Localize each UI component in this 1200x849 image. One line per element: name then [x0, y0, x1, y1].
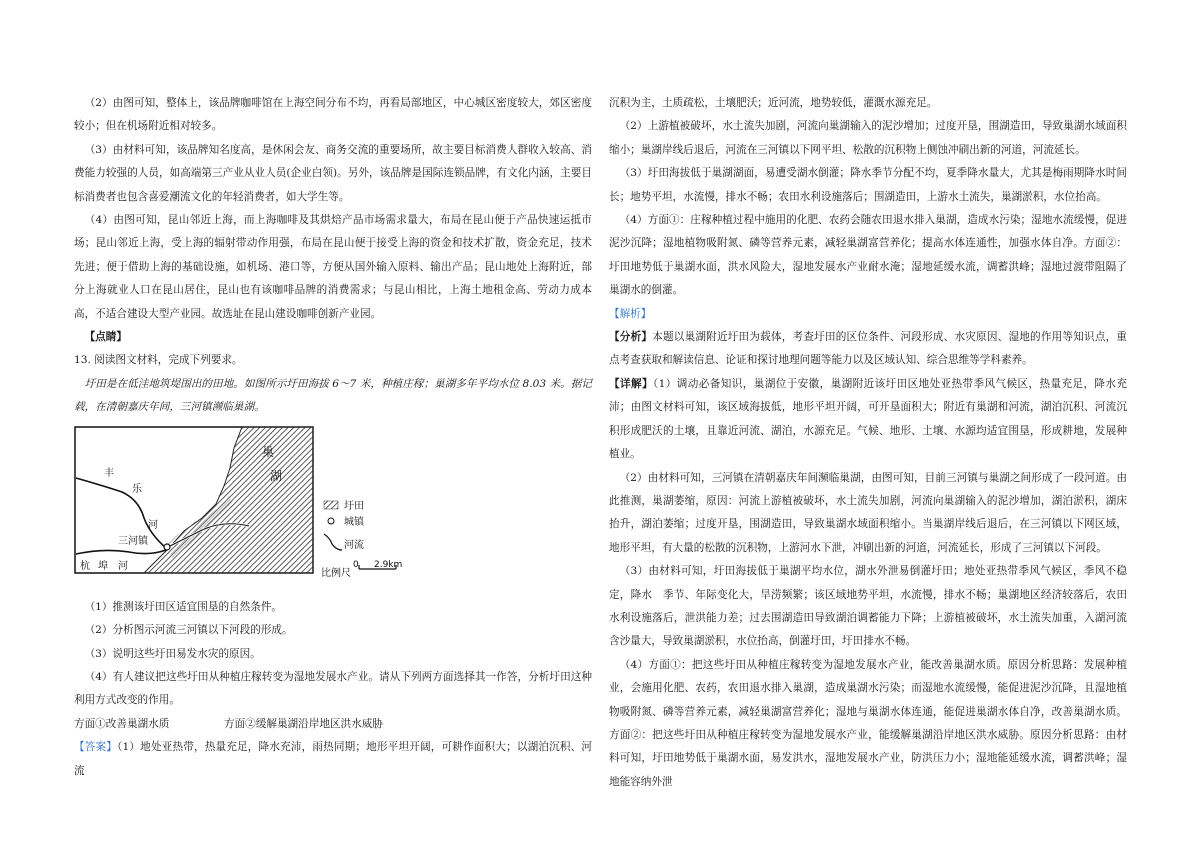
jiexi-heading: 【解析】 [609, 307, 652, 320]
answer-continued: 沉积为主，土质疏松，土壤肥沃；近河流，地势较低，灌溉水源充足。 [609, 97, 938, 109]
town-label: 三河镇 [118, 535, 148, 547]
question-13-material: 圩田是在低洼地筑堤围出的田地。如图所示圩田海拔 6～7 米，种植庄稼；巢湖多年平均水位 8.03 米。据记载，在清朝嘉庆年间，三河镇濒临巢湖。 [74, 377, 592, 414]
answer-text: （1）地处亚热带，热量充足，降水充沛，雨热同期；地形平坦开阔，可耕作面积大；以湖泊沉积、河流 [74, 741, 592, 777]
fenxi-tag: 【分析】 [609, 331, 653, 344]
options-row [74, 713, 592, 736]
option-1: 方面①改善巢湖水质 [74, 717, 170, 730]
hangbu-label-3: 河 [118, 560, 128, 572]
xiangjie-paragraph-3: （3）由材料可知，圩田海拔低于巢湖平均水位，湖水外泄易倒灌圩田；地处亚热带季风气候区，季风不稳定，降水 季节、年际变化大，旱涝频繁；该区域地势平坦，水流慢，排水不畅；巢湖地区经济较落后，农田水利设施落后，泄洪能力差；过去围湖造田导致湖泊调蓄能力下降；上游植被破坏，水土流失加重，入湖河流含沙量大，导致巢湖淤积，水位抬高，倒灌圩田，圩田排水不畅。 [609, 565, 1127, 648]
polder-map-figure [74, 426, 494, 582]
answer-part-2: （2）上游植被破坏，水土流失加剧，河流向巢湖输入的泥沙增加；过度开垦，围湖造田，导致巢湖水域面积缩小；巢湖岸线后退后，河流在三河镇以下网平坦、松散的沉积物上侧蚀冲刷出新的河道，河流延长。 [609, 120, 1127, 156]
dianjing-heading: 【点睛】 [84, 331, 127, 344]
legend-polder-icon [324, 501, 338, 509]
xiangjie-paragraph-1 [609, 373, 1127, 467]
scale-zero: 0 [353, 559, 359, 570]
fenxi-text: 本题以巢湖附近圩田为载体，考查圩田的区位条件、河段形成、水灾原因、湿地的作用等知识点，重点考查获取和解读信息、论证和探讨地理问题等能力以及区域认知、综合思维等学科素养。 [609, 331, 1127, 367]
sub-question-4: （4）有人建议把这些圩田从种植庄稼转变为湿地发展水产业。请从下列两方面选择其一作答，分析圩田这种利用方式改变的作用。 [74, 670, 592, 707]
fenxi-paragraph [609, 326, 1127, 373]
left-column [74, 92, 592, 783]
xiangjie-text-1: （1）调动必备知识，巢湖位于安徽，巢湖附近该圩田区地处亚热带季风气候区，热量充足，降水充沛；由图文材料可知，该区域海拔低，地形平坦开阔，可开垦面积大；附近有巢湖和河流，湖泊沉积、河流沉积形成肥沃的土壤，且靠近河流、湖泊，水源充足。气候、地形、土壤、水源均适宜围垦，形成耕地，发展种植业。 [609, 377, 1128, 461]
hangbu-label-2: 埠 [98, 560, 108, 572]
option-2: 方面②缓解巢湖沿岸地区洪水威胁 [224, 717, 383, 730]
legend-polder-label: 圩田 [344, 500, 364, 512]
xiangjie-paragraph-4: （4）方面①：把这些圩田从种植庄稼转变为湿地发展水产业，能改善巢湖水质。原因分析思路：发展种植业，会施用化肥、农药，农田退水排入巢湖，造成巢湖水污染；而湿地水流缓慢，能促进泥沙沉降，且湿地植物吸附氮、磷等营养元素，减轻巢湖富营养化；湿地与巢湖水体连通，能促进巢湖水体自净，改善巢湖水质。方面②：把这些圩田从种植庄稼转变为湿地发展水产业，能缓解巢湖沿岸地区洪水威胁。原因分析思路：由材料可知，圩田地势低于巢湖水面，易发洪水，湿地发展水产业，防洪压力小；湿地能延缓水流，调蓄洪峰；湿地能容纳外泄 [609, 658, 1127, 788]
legend-town-icon [328, 518, 334, 524]
question-13-title: 13. 阅读图文材料，完成下列要求。 [74, 354, 243, 367]
answer-paragraph-3: （3）由材料可知，该品牌知名度高，是休闲会友、商务交流的重要场所，故主要目标消费人群收入较高、消费能力较强的人员，如高端第三产业从业人员(企业白领)。另外，该品牌是国际连锁品牌，有文化内涵，主要目标消费者也包含喜爱潮流文化的年轻消费者，如大学生等。 [74, 143, 592, 203]
sub-question-2: （2）分析图示河流三河镇以下河段的形成。 [84, 624, 293, 637]
sub-question-1: （1）推测该圩田区适宜围垦的自然条件。 [84, 600, 283, 613]
polder-map [74, 426, 494, 582]
legend-river-label: 河流 [344, 539, 364, 551]
xiangjie-paragraph-2: （2）由材料可知，三河镇在清朝嘉庆年间濒临巢湖，由图可知，目前三河镇与巢湖之间形成了一段河道。由此推测，巢湖萎缩，原因：河流上游植被破坏，水土流失加剧，河流向巢湖输入的泥沙增加，湖泊淤积，湖床抬升，湖泊萎缩；过度开垦，围湖造田，导致巢湖水域面积缩小。当巢湖岸线后退后，在三河镇以下网区域，地形平坦，有大量的松散的沉积物，上游河水下泄，冲刷出新的河道，河流延长，形成了三河镇以下河段。 [609, 471, 1127, 554]
legend-town-label: 城镇 [344, 516, 364, 528]
sanhe-town-marker [164, 544, 170, 550]
answer-part-4: （4）方面①：庄稼种植过程中施用的化肥、农药会随农田退水排入巢湖，造成水污染；湿地水流缓慢，促进泥沙沉降；湿地植物吸附氮、磷等营养元素，减轻巢湖富营养化；提高水体连通性，加强水体自净。方面②：圩田地势低于巢湖水面，洪水风险大，湿地发展水产业耐水淹；湿地延缓水流，调蓄洪峰；湿地过渡带阻隔了巢湖水的倒灌。 [609, 214, 1127, 297]
answer-paragraph-4: （4）由图可知，昆山邻近上海，而上海咖啡及其烘焙产品市场需求量大，布局在昆山便于产品快速运抵市场；昆山邻近上海，受上海的辐射带动作用强，布局在昆山便于接受上海的资金和技术扩散，资金充足，技术先进；便于借助上海的基础设施，如机场、港口等，方便从国外输入原料、输出产品；昆山地处上海附近，部分上海就业人口在昆山居住，昆山也有该咖啡品牌的消费需求；与昆山相比，上海土地租金高、劳动力成本高，不适合建设大型产业园。故选址在昆山建设咖啡创新产业园。 [74, 214, 592, 320]
lake-label-1: 巢 [262, 444, 275, 459]
river-label-1: 丰 [104, 467, 114, 479]
legend-river-icon [324, 534, 342, 550]
lake-label-2: 湖 [270, 468, 283, 483]
scale-title: 比例尺 [321, 567, 351, 579]
answer-part-3: （3）圩田海拔低于巢湖湖面，易遭受湖水倒灌；降水季节分配不均，夏季降水量大，尤其是梅雨期降水时间长；地势平坦，水流慢，排水不畅；农田水利设施落后；围湖造田，上游水土流失，巢湖淤积，水位抬高。 [609, 167, 1127, 203]
right-column [609, 92, 1127, 794]
sub-question-3: （3）说明这些圩田易发水灾的原因。 [84, 647, 261, 660]
hangbu-label-1: 杭 [80, 560, 90, 572]
answer-tag: 【答案】 [74, 741, 118, 754]
river-label-3: 河 [148, 519, 158, 531]
answer-paragraph-2: （2）由图可知，整体上，该品牌咖啡馆在上海空间分布不均，再看局部地区，中心城区密度较大，郊区密度较小；但在机场附近相对较多。 [74, 97, 592, 133]
xiangjie-tag: 【详解】 [609, 377, 653, 390]
scale-value: 2.9km [374, 559, 403, 570]
river-label-2: 乐 [132, 483, 142, 495]
answer-first-line [74, 736, 592, 783]
